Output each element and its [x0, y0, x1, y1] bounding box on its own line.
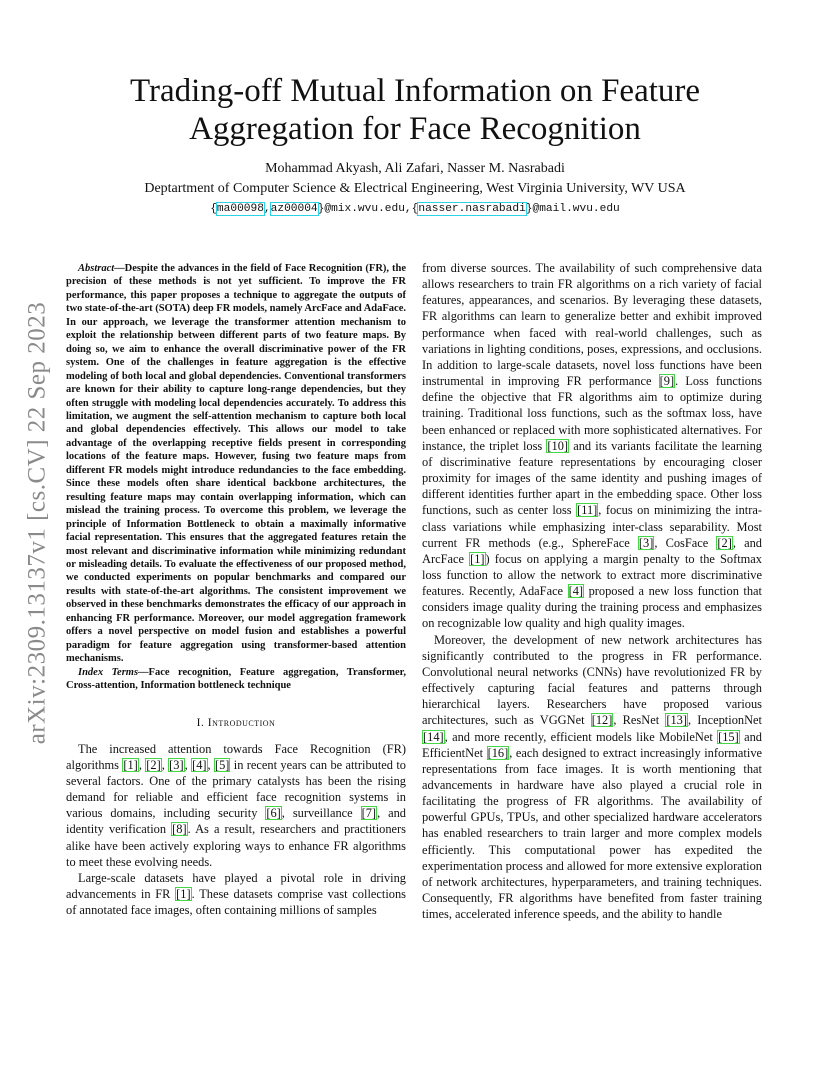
- right-column: [422, 260, 762, 922]
- email-link-az00004[interactable]: az00004: [270, 203, 318, 215]
- email-line: [60, 203, 770, 215]
- email-link-nasrabadi[interactable]: nasser.nasrabadi: [418, 203, 526, 215]
- intro-paragraph-2: Large-scale datasets have played a pivotal role in driving advancements in FR [1]. These datasets comprise vast collections of annotated face images, often containing millions of samples: [66, 870, 406, 918]
- citation-link[interactable]: [13]: [666, 713, 687, 728]
- citation-link[interactable]: [9]: [659, 374, 675, 389]
- email-comma: ,: [263, 203, 271, 215]
- citation-link[interactable]: [4]: [568, 584, 584, 599]
- affiliation: Deptartment of Computer Science & Electrical Engineering, West Virginia University, WV USA: [144, 181, 686, 196]
- abstract-label: Abstract: [78, 263, 115, 274]
- citation-link[interactable]: [1]: [470, 551, 485, 566]
- citation-link[interactable]: [11]: [577, 503, 598, 518]
- title-line-2: Aggregation for Face Recognition: [189, 111, 641, 147]
- author-list: Mohammad Akyash, Ali Zafari, Nasser M. Nasrabadi: [265, 161, 565, 176]
- citation-link[interactable]: [3]: [638, 535, 654, 550]
- citation-link[interactable]: [8]: [172, 822, 187, 837]
- citation-link[interactable]: [15]: [718, 729, 739, 744]
- citation-link[interactable]: [4]: [192, 757, 207, 772]
- index-terms: [66, 666, 406, 693]
- arxiv-identifier: [22, 288, 52, 758]
- left-column: [66, 262, 406, 918]
- email-link-ma00098[interactable]: ma00098: [216, 203, 264, 215]
- arxiv-id-text: arXiv:2309.13137v1 [cs.CV] 22 Sep 2023: [23, 301, 51, 745]
- citation-link[interactable]: [1]: [176, 887, 191, 902]
- section-heading-introduction: [66, 715, 406, 731]
- abstract-text: —Despite the advances in the field of Face Recognition (FR), the precision of these methods is not yet sufficient. To improve the FR performance, this paper proposes a technique to aggregate the outputs of two state-of-the-art (SOTA) deep FR models, namely ArcFace and AdaFace. In our approach, we leverage the transformer attention mechanism to exploit the relationship between different parts of two feature maps. By doing so, we aim to enhance the overall discriminative power of the FR system. One of the challenges in feature aggregation is the effective modeling of both local and global dependencies. Conventional transformers are known for their ability to capture long-range dependencies, but they often struggle with modeling local dependencies accurately. To address this limitation, we augment the self-attention mechanism to capture both local and global dependencies effectively. This allows our model to take advantage of the overlapping receptive fields present in corresponding locations of the feature maps. However, fusing two feature maps from different FR models might introduce redundancies to the face embedding. Since these models often share identical backbone architectures, the resulting feature maps may contain overlapping information, which can mislead the training process. To overcome this problem, we leverage the principle of Information Bottleneck to obtain a maximally informative facial representation. This ensures that the aggregated features retain the most relevant and discriminative information while minimizing redundant or misleading details. To evaluate the effectiveness of our proposed method, we conducted experiments on popular benchmarks and compared our results with state-of-the-art algorithms. The consistent improvement we observed in these benchmarks demonstrates the efficacy of our approach in enhancing FR performance. Moreover, our model aggregation framework offers a novel perspective on model fusion and establishes a powerful paradigm for feature aggregation using transformer-based attention mechanisms.: [66, 263, 406, 665]
- intro-paragraph-1: The increased attention towards Face Recognition (FR) algorithms [1], [2], [3], [4], [5] in recent years can be attributed to several factors. One of the primary catalysts has been the rising demand for reliable and efficient face recognition systems in various domains, including security [6], surveillance [7], and identity verification [8]. As a result, researchers and practitioners alike have been actively exploring ways to enhance FR algorithms to meet these evolving needs.: [66, 741, 406, 869]
- title-line-1: Trading-off Mutual Information on Feature: [129, 73, 701, 109]
- paper-title: [60, 72, 770, 148]
- citation-link[interactable]: [6]: [266, 806, 281, 821]
- citation-link[interactable]: [16]: [487, 745, 509, 760]
- section-number: I.: [196, 716, 205, 729]
- index-terms-label: Index Terms: [78, 666, 139, 678]
- citation-link[interactable]: [2]: [146, 757, 161, 772]
- citation-link[interactable]: [7]: [361, 806, 377, 821]
- email-domain-2: }@mail.wvu.edu: [525, 203, 620, 215]
- email-domain-1: }@mix.wvu.edu,{: [317, 203, 419, 215]
- abstract: [66, 262, 406, 666]
- citation-link[interactable]: [12]: [591, 713, 613, 728]
- citation-link[interactable]: [3]: [169, 757, 184, 772]
- intro-paragraph-2-continued: from diverse sources. The availability of such comprehensive data allows researchers to train FR algorithms on a rich variety of facial features, appearances, and scenarios. By leveraging these datasets, FR algorithms can learn to generalize better and exhibit improved performance when faced with real-world challenges, such as variations in lighting conditions, poses, expressions, and occlusions. In addition to large-scale datasets, novel loss functions have been instrumental in improving FR performance [9]. Loss functions define the objective that FR algorithms aim to optimize during training. Traditional loss functions, such as the softmax loss, have been enhanced or replaced with more sophisticated alternatives. For instance, the triplet loss [10] and its variants facilitate the learning of discriminative feature representations by encouraging closer proximity for images of the same identity and pushing images of different identities further apart in the embedding space. Other loss functions, such as center loss [11], focus on minimizing the intra-class variations while emphasizing inter-class separability. Most current FR methods (e.g., SphereFace [3], CosFace [2], and ArcFace [1]) focus on applying a margin penalty to the Softmax loss function to allow the network to extract more discriminative features. Recently, AdaFace [4] proposed a new loss function that considers image quality during the training process and emphasizes on recognizable low quality and high quality images.: [422, 261, 763, 631]
- citation-link[interactable]: [14]: [423, 729, 444, 744]
- intro-paragraph-3: Moreover, the development of new network architectures has significantly contributed to the progress in FR performance. Convolutional neural networks (CNNs) have revolutionized FR by effectively capturing facial features and patterns through hierarchical layers. Researchers have proposed various architectures, such as VGGNet [12], ResNet [13], InceptionNet [14], and more recently, efficient models like MobileNet [15] and EfficientNet [16], each designed to extract increasingly informative representations from face images. It is worth mentioning that advancements in hardware have also played a crucial role in facilitating the progress of FR algorithms. The availability of powerful GPUs, TPUs, and other specialized hardware accelerators has enabled researchers to train larger and more complex models efficiently. This computational power has expedited the experimentation process and allowed for more extensive exploration of network architectures, hyperparameters, and training techniques. Consequently, FR algorithms have benefited from faster training times, accelerated inference speeds, and the ability to handle: [422, 632, 763, 922]
- section-title: Introduction: [207, 716, 276, 729]
- email-brace: {: [210, 203, 217, 215]
- citation-link[interactable]: [2]: [717, 535, 732, 550]
- index-terms-text: —Face recognition, Feature aggregation, Transformer, Cross-attention, Information bottleneck technique: [66, 666, 407, 692]
- citation-link[interactable]: [10]: [547, 438, 569, 453]
- citation-link[interactable]: [1]: [123, 757, 138, 772]
- citation-link[interactable]: [5]: [214, 757, 230, 772]
